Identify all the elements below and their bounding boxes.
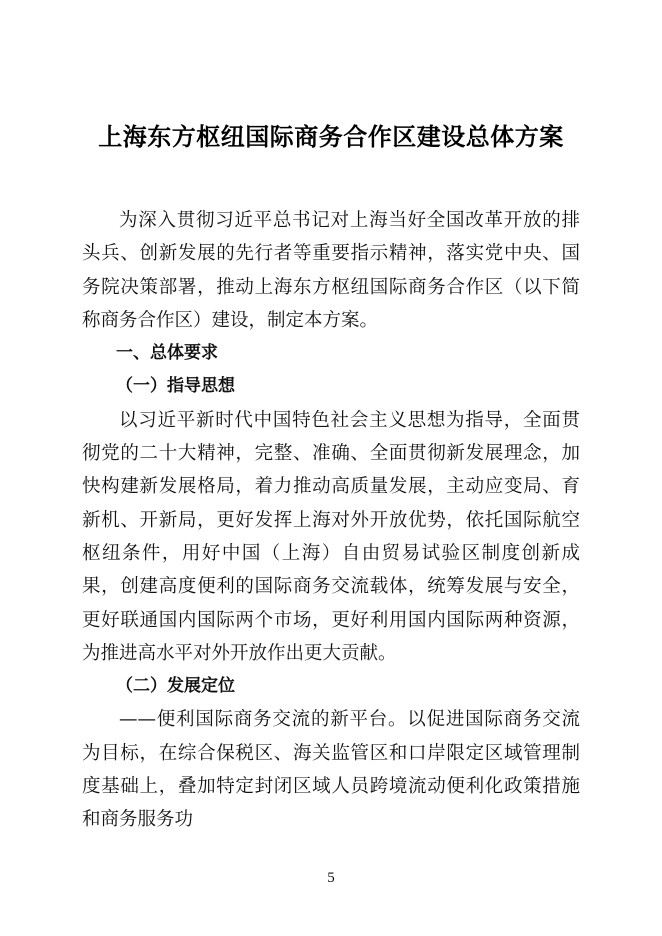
intro-paragraph: 为深入贯彻习近平总书记对上海当好全国改革开放的排头兵、创新发展的先行者等重要指示精神，落实党中央、国务院决策部署，推动上海东方枢纽国际商务合作区（以下简称商务合作区）建设，制定本方案。 (82, 210, 580, 331)
document-body (82, 204, 580, 837)
section-heading: 一、总体要求 (116, 343, 218, 364)
subsection-heading: （一）指导思想 (116, 376, 235, 397)
body-paragraph: 以习近平新时代中国特色社会主义思想为指导，全面贯彻党的二十大精神，完整、准确、全面贯彻新发展理念，加快构建新发展格局，着力推动高质量发展，主动应变局、育新机、开新局，更好发挥上海对外开放优势，依托国际航空枢纽条件，用好中国（上海）自由贸易试验区制度创新成果，创建高度便利的国际商务交流载体，统筹发展与安全，更好联通国内国际两个市场，更好利用国内国际两种资源，为推进高水平对外开放作出更大贡献。 (82, 409, 580, 664)
page-number: 5 (327, 870, 335, 886)
subsection-heading: （二）发展定位 (116, 676, 235, 697)
document-title: 上海东方枢纽国际商务合作区建设总体方案 (98, 123, 564, 151)
body-paragraph: ——便利国际商务交流的新平台。以促进国际商务交流为目标，在综合保税区、海关监管区和口岸限定区域管理制度基础上，叠加特定封闭区域人员跨境流动便利化政策措施和商务服务功 (82, 709, 580, 831)
